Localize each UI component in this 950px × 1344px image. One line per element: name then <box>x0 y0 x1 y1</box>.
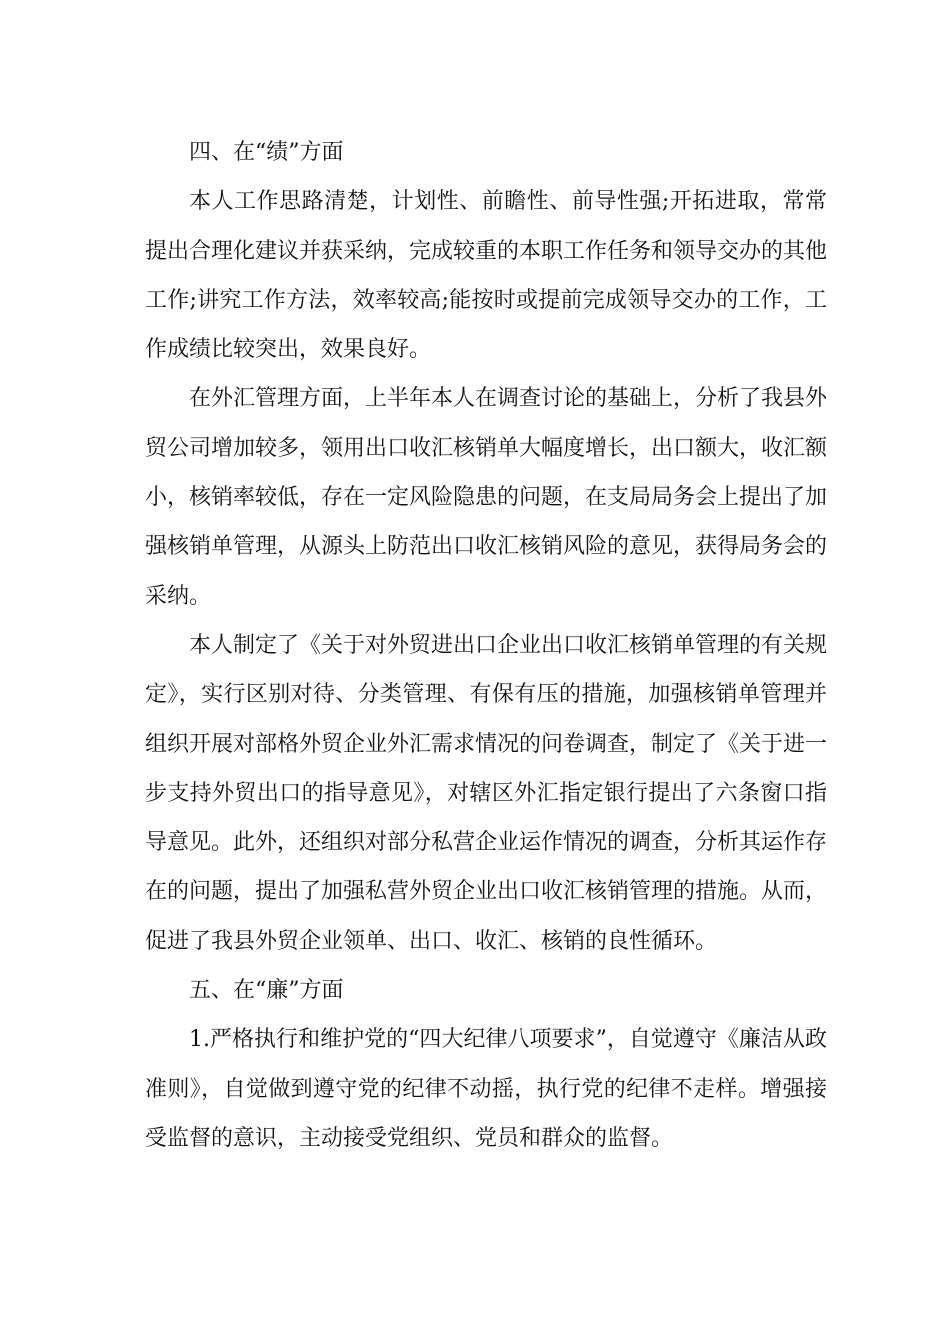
paragraph-work-summary: 本人工作思路清楚，计划性、前瞻性、前导性强;开拓进取，常常提出合理化建议并获采纳，完成较重的本职工作任务和领导交办的其他工作;讲究工作方法，效率较高;能按时或提前完成领导交办的工作，工作成绩比较突出，效果良好。 <box>145 189 828 363</box>
paragraph-regulations: 本人制定了《关于对外贸进出口企业出口收汇核销单管理的有关规定》，实行区别对待、分类管理、有保有压的措施，加强核销单管理并组织开展对部格外贸企业外汇需求情况的问卷调查，制定了《关于进一步支持外贸出口的指导意见》，对辖区外汇指定银行提出了六条窗口指导意见。此外，还组织对部分私营企业运作情况的调查，分析其运作存在的问题，提出了加强私营外贸企业出口收汇核销管理的措施。从而，促进了我县外贸企业领单、出口、收汇、核销的良性循环。 <box>145 632 828 954</box>
section-heading-performance: 四、在“绩”方面 <box>189 140 344 165</box>
paragraph-forex-management: 在外汇管理方面，上半年本人在调查讨论的基础上，分析了我县外贸公司增加较多，领用出口收汇核销单大幅度增长，出口额大，收汇额小，核销率较低，存在一定风险隐患的问题，在支局局务会上提出了加强核销单管理，从源头上防范出口收汇核销风险的意见，获得局务会的采纳。 <box>145 386 828 609</box>
paragraph-discipline: 1.严格执行和维护党的“四大纪律八项要求”，自觉遵守《廉洁从政准则》，自觉做到遵守党的纪律不动摇，执行党的纪律不走样。增强接受监督的意识，主动接受党组织、党员和群众的监督。 <box>145 1027 827 1151</box>
document-body <box>145 128 827 1163</box>
section-heading-integrity: 五、在“廉”方面 <box>189 978 344 1004</box>
